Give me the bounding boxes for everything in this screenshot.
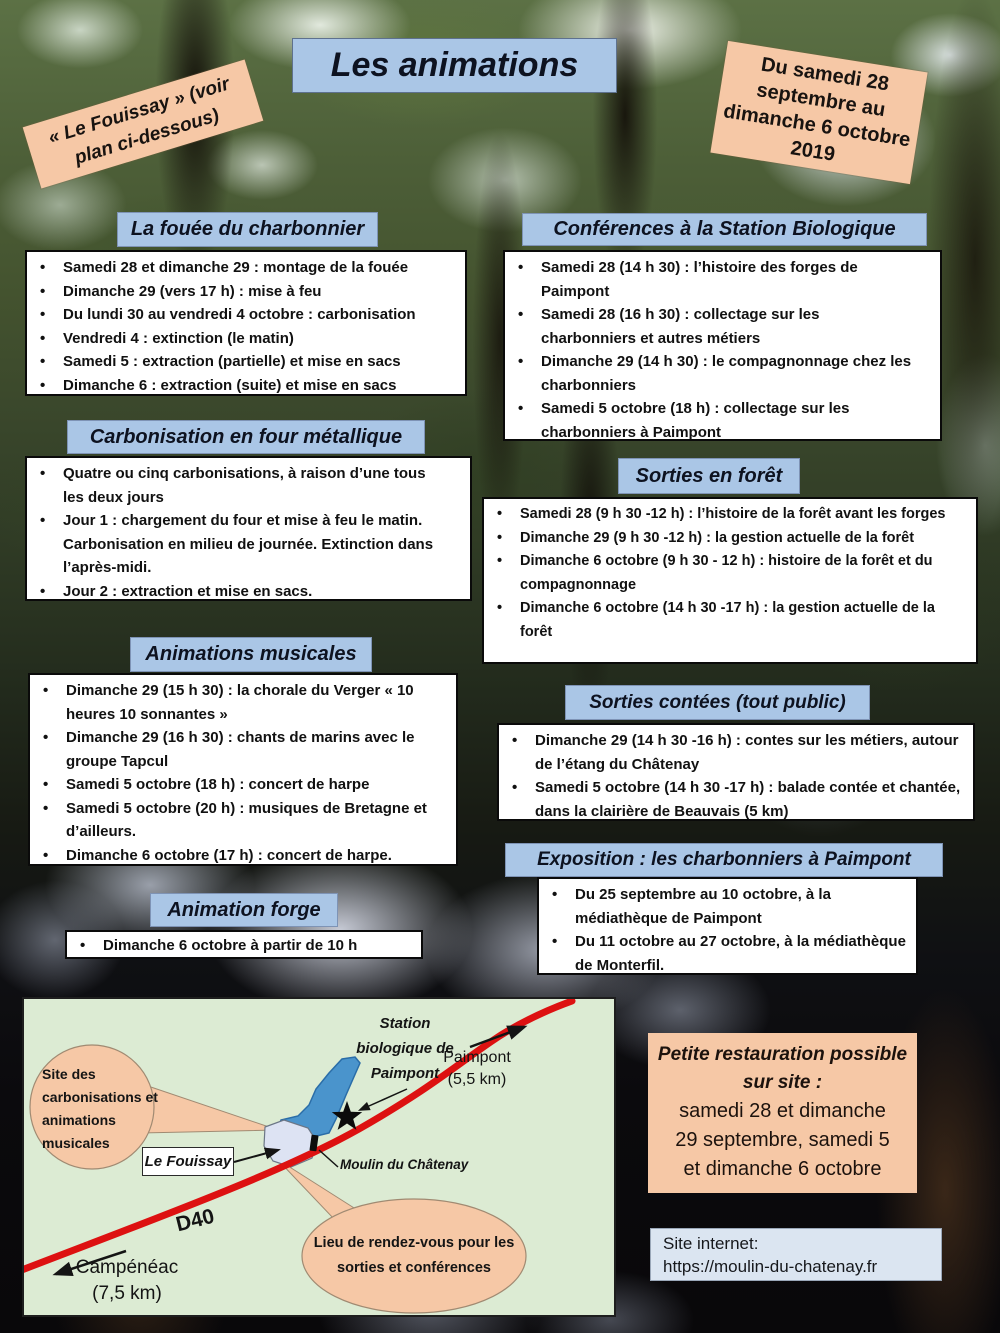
list-item: • Vendredi 4 : extinction (le matin) [27, 327, 459, 351]
list-item: • Du 25 septembre au 10 octobre, à la médiathèque de Paimpont [539, 883, 910, 930]
list-item: • Dimanche 6 : extraction (suite) et mise en sacs [27, 374, 459, 398]
website-url: https://moulin-du-chatenay.fr [663, 1257, 878, 1276]
section-list-animation-forge [65, 930, 423, 959]
list-item: • Dimanche 29 (14 h 30 -16 h) : contes sur les métiers, autour de l’étang du Châtenay [499, 729, 967, 776]
section-header-fouee: La fouée du charbonnier [117, 212, 378, 247]
location-badge: « Le Fouissay » (voir plan ci-dessous) [23, 59, 264, 188]
section-header-animations-musicales: Animations musicales [130, 637, 372, 672]
map-balloon-site-text: Site des carbonisations et animations musicales [42, 1066, 158, 1151]
list-item: • Dimanche 6 octobre (14 h 30 -17 h) : la gestion actuelle de la forêt [484, 597, 970, 644]
list-item: • Samedi 5 octobre (20 h) : musiques de Bretagne et d’ailleurs. [30, 797, 450, 844]
list-item: • Samedi 5 octobre (14 h 30 -17 h) : balade contée et chantée, dans la clairière de Beauvais (5 km) [499, 776, 967, 823]
list-item: • Dimanche 6 octobre (17 h) : concert de harpe. [30, 844, 450, 868]
moulin-pointer-line [319, 1150, 338, 1167]
list-item: • Jour 2 : extraction et mise en sacs. [27, 580, 464, 604]
list-item: • Samedi 5 octobre (18 h) : concert de harpe [30, 773, 450, 797]
section-header-exposition: Exposition : les charbonniers à Paimpont [505, 843, 943, 877]
section-list-animations-musicales [28, 673, 458, 866]
map-label-paimpont: Paimpont (5,5 km) [443, 1049, 511, 1088]
site-map [22, 997, 616, 1317]
section-list-conferences [503, 250, 942, 441]
list-item: • Samedi 28 et dimanche 29 : montage de la fouée [27, 256, 459, 280]
map-label-le-fouissay: Le Fouissay [142, 1147, 234, 1176]
paimpont-arrow [470, 1027, 524, 1047]
list-item: • Du lundi 30 au vendredi 4 octobre : carbonisation [27, 303, 459, 327]
list-item: • Samedi 28 (9 h 30 -12 h) : l’histoire de la forêt avant les forges [484, 503, 970, 527]
section-list-exposition [537, 877, 918, 975]
section-header-conferences: Conférences à la Station Biologique [522, 213, 927, 246]
website-label: Site internet: [663, 1234, 759, 1253]
list-item: • Quatre ou cinq carbonisations, à raison d’une tous les deux jours [27, 462, 464, 509]
section-list-fouee [25, 250, 467, 396]
list-item: • Dimanche 29 (14 h 30) : le compagnonnage chez les charbonniers [505, 350, 934, 397]
poster-title: Les animations [292, 38, 617, 93]
section-header-sorties-contees: Sorties contées (tout public) [565, 685, 870, 720]
list-item: • Samedi 5 : extraction (partielle) et mise en sacs [27, 350, 459, 374]
list-item: • Dimanche 29 (15 h 30) : la chorale du Verger « 10 heures 10 sonnantes » [30, 679, 450, 726]
list-item: • Du 11 octobre au 27 octobre, à la médiathèque de Monterfil. [539, 930, 910, 977]
section-list-sorties-foret [482, 497, 978, 664]
balloon-site-tail [139, 1083, 278, 1133]
event-dates-badge: Du samedi 28 septembre au dimanche 6 octobre 2019 [710, 41, 927, 184]
list-item: • Dimanche 29 (16 h 30) : chants de marins avec le groupe Tapcul [30, 726, 450, 773]
map-label-moulin-du-chatenay: Moulin du Châtenay [340, 1157, 469, 1172]
section-list-sorties-contees [497, 723, 975, 821]
section-list-carbonisation [25, 456, 472, 601]
map-label-campeneac: Campénéac (7,5 km) [75, 1257, 179, 1304]
list-item: • Dimanche 29 (9 h 30 -12 h) : la gestion actuelle de la forêt [484, 527, 970, 551]
website-box [650, 1228, 942, 1281]
list-item: • Jour 1 : chargement du four et mise à feu le matin. Carbonisation en milieu de journée. Extinction dans l’après-midi. [27, 509, 464, 580]
list-item: • Dimanche 6 octobre à partir de 10 h [67, 934, 415, 958]
list-item: • Samedi 28 (14 h 30) : l’histoire des forges de Paimpont [505, 256, 934, 303]
map-label-road-d40: D40 [173, 1204, 217, 1237]
restauration-dates: samedi 28 et dimanche 29 septembre, samedi 5 et dimanche 6 octobre [675, 1100, 890, 1180]
section-header-carbonisation: Carbonisation en four métallique [67, 420, 425, 454]
restauration-title: Petite restauration possible sur site : [657, 1044, 908, 1093]
map-label-station-biologique: Station biologique de Paimpont [356, 1015, 454, 1082]
section-header-sorties-foret: Sorties en forêt [618, 458, 800, 494]
list-item: • Samedi 5 octobre (18 h) : collectage sur les charbonniers à Paimpont [505, 397, 934, 444]
section-header-animation-forge: Animation forge [150, 893, 338, 927]
map-balloon-rdv-text: Lieu de rendez-vous pour les sorties et conférences [313, 1235, 515, 1276]
list-item: • Dimanche 6 octobre (9 h 30 - 12 h) : histoire de la forêt et du compagnonnage [484, 550, 970, 597]
list-item: • Dimanche 29 (vers 17 h) : mise à feu [27, 280, 459, 304]
restauration-box [648, 1033, 917, 1193]
list-item: • Samedi 28 (16 h 30) : collectage sur les charbonniers et autres métiers [505, 303, 934, 350]
